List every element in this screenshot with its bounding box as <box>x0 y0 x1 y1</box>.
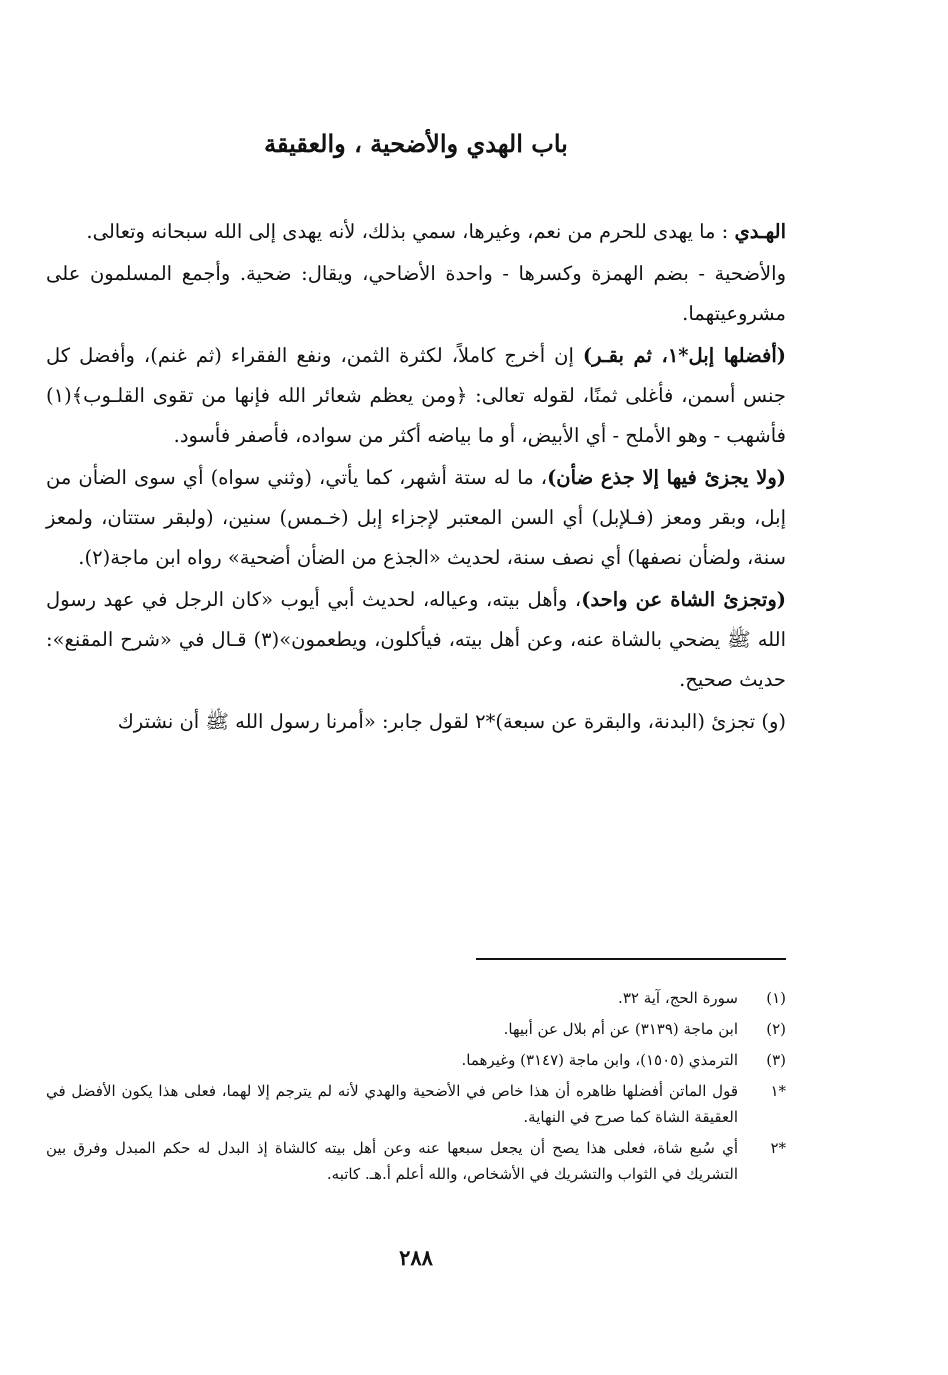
book-page <box>46 0 786 1375</box>
paragraph-badana <box>46 702 786 742</box>
footnote-item <box>46 1135 786 1187</box>
paragraph-sheep <box>46 580 786 700</box>
footnote-number: *٢ <box>770 1139 786 1157</box>
footnote-text: سورة الحج، آية ٣٢. <box>618 989 738 1007</box>
footnote-text: أي سُبع شاة، فعلى هذا يصح أن يجعل سبعها عنه وعن أهل بيته كالشاة إذ البدل له حكم المبدل وفرق بين التشريك في الثواب والتشريك في الأشخاص، والله أعلم أ.هـ. كاتبه. <box>46 1139 738 1183</box>
footnote-item <box>46 985 786 1011</box>
chapter-title: باب الهدي والأضحية ، والعقيقة <box>264 129 568 158</box>
footnote-number: *١ <box>770 1082 786 1100</box>
paragraph-lead: الهـدي <box>734 220 786 243</box>
paragraph-text: ، ما له ستة أشهر، كما يأتي، (وثني سواه) أي سوى الضأن من إبل، وبقر ومعز (فـلإبل) أي السن المعتبر لإجزاء إبل (خـمس) سنين، (ولبقر ستتان، ولمعز سنة، ولضأن نصفها) أي نصف سنة، لحديث «الجذع من الضأن أضحية» رواه ابن ماجة(٢). <box>46 466 786 569</box>
footnote-text: ابن ماجة (٣١٣٩) عن أم بلال عن أبيها. <box>503 1020 738 1038</box>
footnote-number: (٢) <box>766 1020 786 1038</box>
footnote-text: الترمذي (١٥٠٥)، وابن ماجة (٣١٤٧) وغيرهما. <box>461 1051 738 1069</box>
paragraph-best <box>46 336 786 456</box>
main-text <box>46 210 786 742</box>
paragraph-lead: (أفضلها إبل*١، ثم بقـر) <box>582 344 786 367</box>
footnote-number: (٣) <box>766 1051 786 1069</box>
footnote-item <box>46 1016 786 1042</box>
paragraph-text: (و) تجزئ (البدنة، والبقرة عن سبعة)*٢ لقول جابر: «أمرنا رسول الله ﷺ أن نشترك <box>117 710 786 733</box>
paragraph-text: والأضحية - بضم الهمزة وكسرها - واحدة الأضاحي، ويقال: ضحية. وأجمع المسلمون على مشروعيتهما. <box>46 262 786 325</box>
footnotes <box>46 985 786 1192</box>
footnote-item <box>46 1078 786 1130</box>
paragraph-text: إن أخرج كاملاً، لكثرة الثمن، ونفع الفقراء (ثم غنم)، وأفضل كل جنس أسمن، فأغلى ثمنًا، لقوله تعالى: ﴿ومن يعظم شعائر الله فإنها من تقوى القلـوب﴾(١) فأشهب - وهو الأملح - أي الأبيض، أو ما بياضه أكثر من سواده، فأصفر فأسود. <box>46 344 786 447</box>
footnote-separator <box>476 958 786 960</box>
paragraph-text: ، وأهل بيته، وعياله، لحديث أبي أيوب «كان الرجل في عهد رسول الله ﷺ يضحي بالشاة عنه، وعن أهل بيته، فيأكلون، ويطعمون»(٣) قـال في «شرح المقنع»: حديث صحيح. <box>46 588 786 691</box>
paragraph-text: : ما يهدى للحرم من نعم، وغيرها، سمي بذلك، لأنه يهدى إلى الله سبحانه وتعالى. <box>86 220 729 243</box>
footnote-number: (١) <box>766 989 786 1007</box>
page-number: ٢٨٨ <box>399 1245 433 1270</box>
paragraph-hady <box>46 212 786 252</box>
paragraph-udhiya <box>46 254 786 334</box>
paragraph-lead: (وتجزئ الشاة عن واحد) <box>581 588 786 611</box>
paragraph-age <box>46 458 786 578</box>
footnote-text: قول الماتن أفضلها ظاهره أن هذا خاص في الأضحية والهدي لأنه لم يترجم إلا لهما، فعلى هذا يكون الأفضل في العقيقة الشاة كما صرح في النهاية. <box>46 1082 738 1126</box>
paragraph-lead: (ولا يجزئ فيها إلا جذع ضأن) <box>547 466 786 489</box>
footnote-item <box>46 1047 786 1073</box>
